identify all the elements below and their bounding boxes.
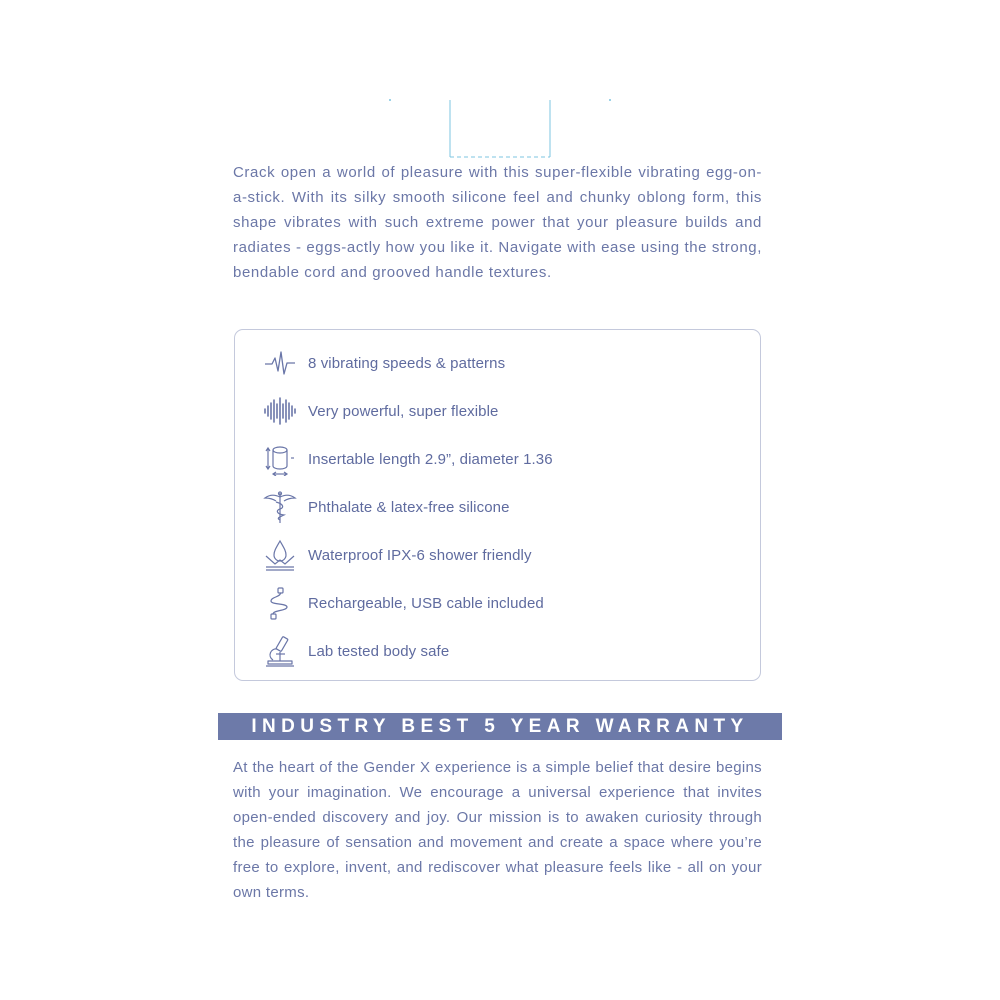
feature-item-rechargeable <box>263 583 743 623</box>
feature-label: 8 vibrating speeds & patterns <box>308 354 506 372</box>
feature-item-waterproof <box>263 535 743 575</box>
water-drop-icon <box>263 538 297 572</box>
feature-item-dimensions <box>263 439 743 479</box>
product-description: Crack open a world of pleasure with this super-flexible vibrating egg-on-a-stick. With its silky smooth silicone feel and chunky oblong form, this shape vibrates with such extreme power that your pleasure builds and radiates - eggs-actly how you like it. Navigate with ease using the strong, bendable cord and grooved handle textures. <box>233 164 762 281</box>
feature-label: Phthalate & latex-free silicone <box>308 498 510 516</box>
feature-label: Rechargeable, USB cable included <box>308 594 544 612</box>
caduceus-icon <box>263 490 297 524</box>
feature-item-material <box>263 487 743 527</box>
mission-statement: At the heart of the Gender X experience is a simple belief that desire begins with your imagination. We encourage a universal experience that invites open-ended discovery and joy. Our mission is to awaken curiosity through the pleasure of sensation and movement and create a space where you’re free to explore, invent, and rediscover what pleasure feels like - all on your own terms. <box>233 759 762 901</box>
feature-item-power <box>263 391 743 431</box>
microscope-icon <box>263 634 297 668</box>
cable-icon <box>263 586 297 620</box>
sound-wave-icon <box>263 394 297 428</box>
feature-label: Lab tested body safe <box>308 642 450 660</box>
feature-item-speeds <box>263 343 743 383</box>
pulse-wave-icon <box>263 346 297 380</box>
cylinder-dimensions-icon <box>263 442 297 476</box>
warranty-banner: INDUSTRY BEST 5 YEAR WARRANTY <box>218 713 782 740</box>
features-card <box>234 329 761 681</box>
feature-item-lab-tested <box>263 631 743 671</box>
product-dimension-diagram <box>385 95 615 161</box>
feature-label: Very powerful, super flexible <box>308 402 499 420</box>
feature-label: Insertable length 2.9”, diameter 1.36 <box>308 450 553 468</box>
feature-label: Waterproof IPX-6 shower friendly <box>308 546 532 564</box>
